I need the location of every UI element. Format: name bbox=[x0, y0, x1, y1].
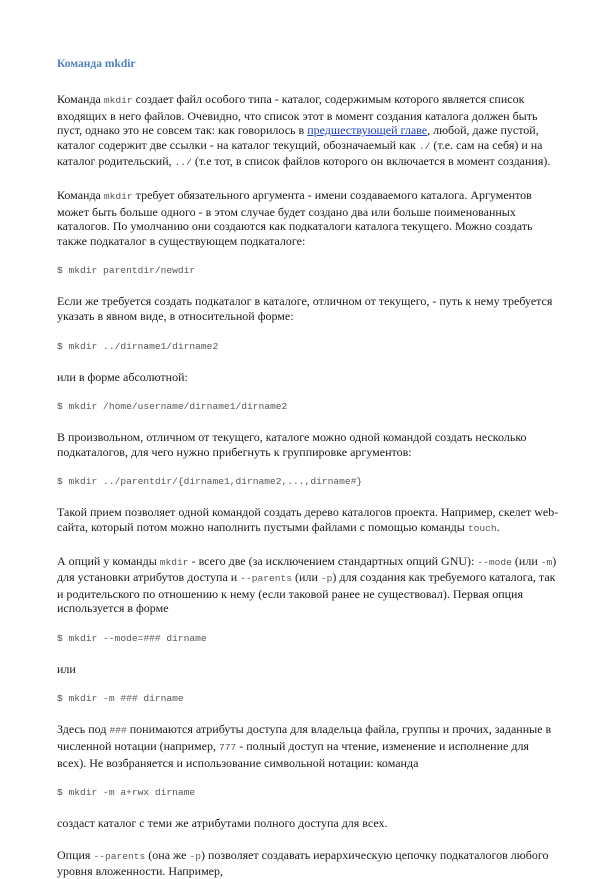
text: (т.е тот, в список файлов которого он включается в момент создания). bbox=[191, 154, 551, 169]
code-line: $ mkdir /home/username/dirname1/dirname2 bbox=[57, 401, 288, 413]
code-line: $ mkdir -m a+rwx dirname bbox=[57, 787, 196, 799]
code-line: $ mkdir -m ### dirname bbox=[57, 693, 184, 705]
text: - полный доступ на чтение, изменение и исполнение для всех). Не возбраняется и использование символьной нотации: команда bbox=[57, 739, 529, 770]
paragraph-numeric-notation bbox=[57, 722, 560, 770]
inline-code: ../ bbox=[174, 157, 192, 169]
paragraph-absolute: или в форме абсолютной: bbox=[57, 369, 188, 384]
code-line: $ mkdir --mode=### dirname bbox=[57, 632, 207, 644]
inline-code: touch bbox=[467, 522, 497, 534]
inline-code: --mode bbox=[477, 556, 512, 568]
paragraph-tree bbox=[57, 505, 560, 536]
inline-code: 777 bbox=[218, 742, 237, 754]
text: Команда bbox=[57, 92, 104, 106]
text: . bbox=[496, 519, 500, 534]
inline-code: -m bbox=[540, 556, 553, 568]
inline-code: mkdir bbox=[103, 190, 133, 202]
text: Такой прием позволяет одной командой создать дерево каталогов проекта. Например, скелет web-сайта, который потом можно наполнить пустыми файлами с помощью команды bbox=[57, 505, 559, 534]
section-heading: Команда mkdir bbox=[57, 58, 136, 70]
paragraph-arguments bbox=[57, 188, 560, 248]
code-line: $ mkdir parentdir/newdir bbox=[57, 265, 196, 277]
paragraph-same-attributes: создаст каталог с теми же атрибутами полного доступа для всех. bbox=[57, 816, 388, 831]
text: , любой, даже пустой, каталог содержит две ссылки - на каталог текущий, обозначаемый как bbox=[57, 123, 539, 152]
paragraph-intro bbox=[57, 92, 560, 171]
paragraph-parents-option bbox=[57, 848, 560, 879]
inline-code: ### bbox=[109, 725, 127, 737]
text: создает файл особого типа - каталог, содержимым которого является список входящих в него файлов. Очевидно, что список этот в момент создания каталога должен быть пуст, однако это не совсем так: как говорилось в bbox=[57, 92, 538, 138]
text: понимаются атрибуты доступа для владельца файла, группы и прочих, заданные в численной нотации (например, bbox=[57, 722, 552, 754]
text: ) для установки атрибутов доступа и bbox=[57, 553, 557, 585]
inline-code: ./ bbox=[418, 140, 431, 152]
text: Здесь под bbox=[57, 722, 110, 737]
text: требует обязательного аргумента - имени создаваемого каталога. Аргументов может быть больше одного - в этом случае будет создано два или больше поименованных каталогов. По умолчанию они создаются как подкаталоги каталога текущего. Можно создать также подкаталог в существующем подкаталоге: bbox=[57, 187, 533, 248]
paragraph-grouping: В произвольном, отличном от текущего, каталоге можно одной командой создать несколько подкаталогов, для чего нужно прибегнуть к группировке аргументов: bbox=[57, 430, 527, 459]
text: Опция bbox=[57, 847, 94, 862]
text: (она же bbox=[145, 847, 190, 862]
inline-code: --parents bbox=[240, 573, 293, 585]
text: ) позволяет создавать иерархическую цепочку подкаталогов любого уровня вложенности. Например, bbox=[57, 847, 549, 879]
paragraph-or: или bbox=[57, 661, 76, 676]
previous-chapter-link[interactable]: предшествующей главе bbox=[307, 123, 428, 138]
text: (или bbox=[292, 570, 321, 585]
inline-code: mkdir bbox=[103, 95, 133, 106]
code-line: $ mkdir ../parentdir/{dirname1,dirname2,...,dirname#} bbox=[57, 476, 363, 488]
code-line: $ mkdir ../dirname1/dirname2 bbox=[57, 340, 219, 352]
text: (т.е. сам на себя) и на каталог родительский, bbox=[57, 137, 543, 169]
text: А опций у команды bbox=[57, 553, 160, 568]
text: Команда bbox=[57, 187, 104, 202]
inline-code: mkdir bbox=[159, 556, 189, 568]
paragraph-relative: Если же требуется создать подкаталог в каталоге, отличном от текущего, - путь к нему требуется указать в явном виде, в относительной форме: bbox=[57, 294, 553, 323]
paragraph-options bbox=[57, 554, 560, 616]
inline-code: -p bbox=[320, 573, 333, 585]
text: (или bbox=[511, 553, 541, 568]
inline-code: --parents bbox=[93, 850, 146, 862]
inline-code: -p bbox=[189, 850, 201, 862]
text: - всего две (за исключением стандартных опций GNU): bbox=[188, 553, 478, 568]
text: ) для создания как требуемого каталога, так и родительского по отношению к нему (если таковой ранее не существовал). Первая опция используется в форме bbox=[57, 570, 556, 616]
